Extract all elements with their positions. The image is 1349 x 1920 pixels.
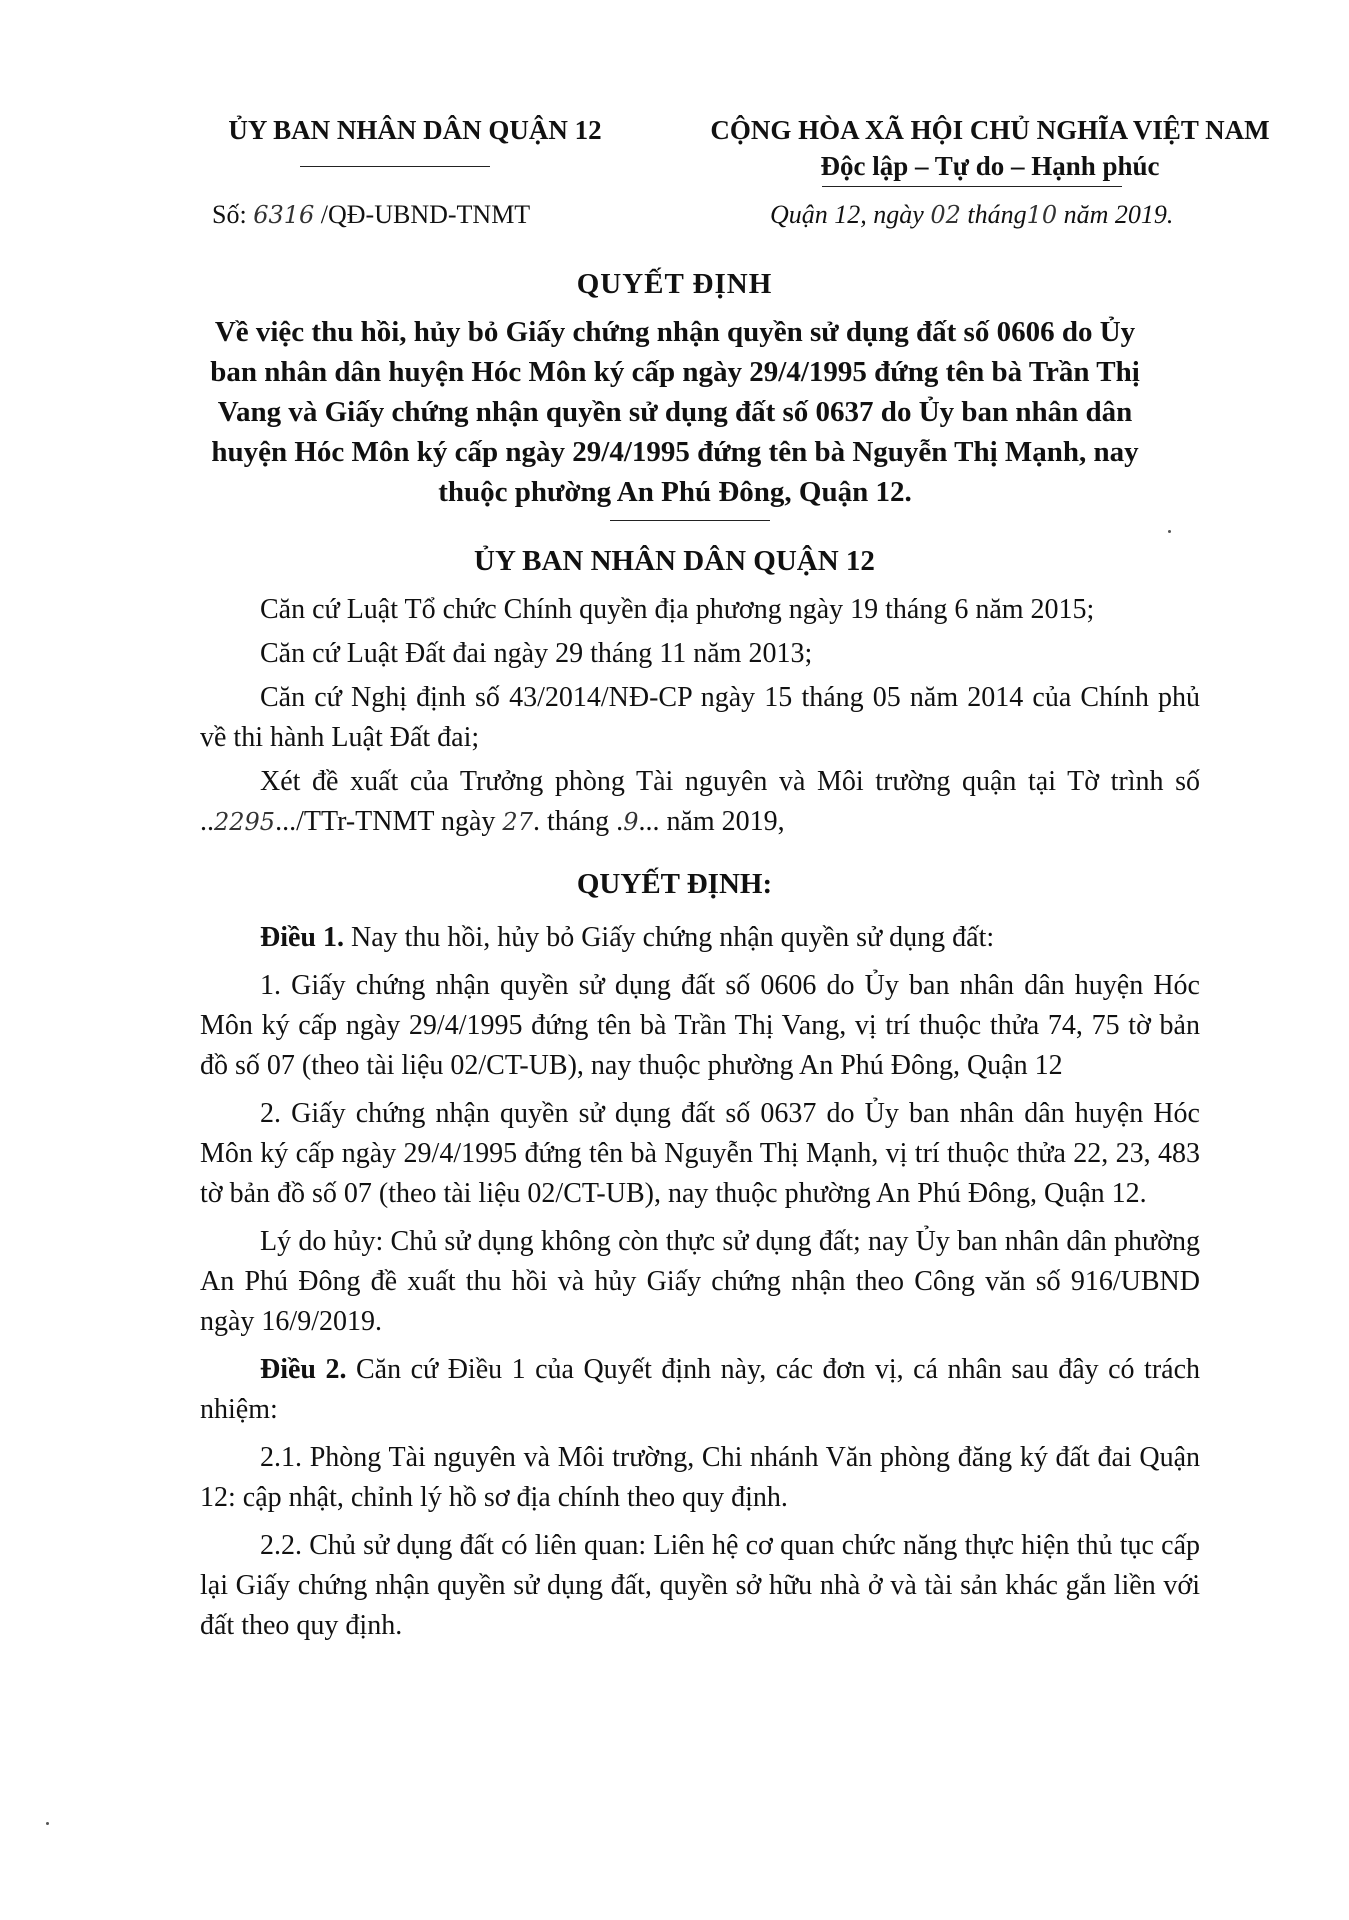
agency-underline [300, 166, 490, 167]
proposal-text: .../TTr-TNMT ngày [275, 806, 503, 837]
scan-speck [1168, 530, 1171, 533]
legal-basis-item: Căn cứ Luật Tổ chức Chính quyền địa phương ngày 19 tháng 6 năm 2015; [260, 594, 1095, 625]
article-1-item-1: 1. Giấy chứng nhận quyền sử dụng đất số 0606 do Ủy ban nhân dân huyện Hóc Môn ký cấp ngày 29/4/1995 đứng tên bà Trần Thị Vang, vị trí thuộc thửa 74, 75 tờ bản đồ số 07 (theo tài liệu 02/CT-UB), nay thuộc phường An Phú Đông, Quận 12 [200, 970, 1200, 1081]
proposal-basis [200, 762, 1200, 842]
proposal-month: 9 [623, 808, 639, 836]
article-2-item-2: 2.2. Chủ sử dụng đất có liên quan: Liên hệ cơ quan chức năng thực hiện thủ tục cấp lại Giấy chứng nhận quyền sử dụng đất, quyền sở hữu nhà ở và tài sản khác gắn liền với đất theo quy định. [200, 1530, 1200, 1641]
article-label: Điều 2. [260, 1354, 347, 1385]
document-title: QUYẾT ĐỊNH [576, 268, 773, 300]
document-subject: Về việc thu hồi, hủy bỏ Giấy chứng nhận quyền sử dụng đất số 0606 do Ủy ban nhân dân huyện Hóc Môn ký cấp ngày 29/4/1995 đứng tên bà Trần Thị Vang và Giấy chứng nhận quyền sử dụng đất số 0637 do Ủy ban nhân dân huyện Hóc Môn ký cấp ngày 29/4/1995 đứng tên bà Nguyễn Thị Mạnh, nay thuộc phường An Phú Đông, Quận 12. [210, 316, 1140, 508]
motto-underline [822, 186, 1122, 187]
document-date [770, 200, 1173, 230]
issuing-agency: ỦY BAN NHÂN DÂN QUẬN 12 [228, 115, 602, 145]
proposal-day: 27 [502, 808, 533, 836]
legal-basis-item: Căn cứ Luật Đất đai ngày 29 tháng 11 năm 2013; [260, 638, 813, 669]
deciding-authority: ỦY BAN NHÂN DÂN QUẬN 12 [474, 545, 875, 577]
date-day: 02 [930, 201, 961, 229]
national-motto: Độc lập – Tự do – Hạnh phúc [820, 151, 1160, 181]
legal-bases [200, 590, 1200, 846]
cancellation-reason: Lý do hủy: Chủ sử dụng không còn thực sử dụng đất; nay Ủy ban nhân dân phường An Phú Đông đề xuất thu hồi và hủy Giấy chứng nhận theo Công văn số 916/UBND ngày 16/9/2019. [200, 1226, 1200, 1337]
article-text: Nay thu hồi, hủy bỏ Giấy chứng nhận quyền sử dụng đất: [344, 922, 995, 953]
article-text: Căn cứ Điều 1 của Quyết định này, các đơn vị, cá nhân sau đây có trách nhiệm: [200, 1354, 1200, 1425]
scan-speck [46, 1822, 49, 1825]
legal-basis-item: Căn cứ Nghị định số 43/2014/NĐ-CP ngày 15 tháng 05 năm 2014 của Chính phủ về thi hành Luật Đất đai; [200, 682, 1200, 753]
date-month-label: tháng [967, 200, 1027, 229]
article-2 [200, 1350, 1200, 1430]
country-name: CỘNG HÒA XÃ HỘI CHỦ NGHĨA VIỆT NAM [710, 115, 1270, 145]
decision-articles [200, 918, 1200, 1654]
decision-heading: QUYẾT ĐỊNH: [576, 868, 773, 900]
article-1 [200, 918, 1200, 958]
date-prefix: Quận 12, ngày [770, 200, 924, 229]
date-month: 10 [1026, 201, 1058, 229]
article-label: Điều 1. [260, 922, 344, 953]
proposal-text: Xét đề xuất của Trưởng phòng Tài nguyên và Môi trường quận tại Tờ trình số .. [200, 766, 1200, 837]
article-2-item-1: 2.1. Phòng Tài nguyên và Môi trường, Chi nhánh Văn phòng đăng ký đất đai Quận 12: cập nhật, chỉnh lý hồ sơ địa chính theo quy định. [200, 1442, 1200, 1513]
proposal-text: . tháng . [532, 806, 624, 837]
proposal-text: ... năm 2019, [638, 806, 785, 837]
document-number [212, 200, 530, 230]
article-1-item-2: 2. Giấy chứng nhận quyền sử dụng đất số 0637 do Ủy ban nhân dân huyện Hóc Môn ký cấp ngày 29/4/1995 đứng tên bà Nguyễn Thị Mạnh, vị trí thuộc thửa 22, 23, 483 tờ bản đồ số 07 (theo tài liệu 02/CT-UB), nay thuộc phường An Phú Đông, Quận 12. [200, 1098, 1200, 1209]
doc-number-prefix: Số: [212, 200, 247, 229]
doc-number-suffix: /QĐ-UBND-TNMT [320, 200, 531, 229]
national-heading [690, 112, 1290, 184]
proposal-number: 2295 [214, 808, 276, 836]
subject-underline [610, 520, 770, 521]
doc-number-handwritten: 6316 [253, 201, 315, 229]
date-year: năm 2019. [1063, 200, 1174, 229]
